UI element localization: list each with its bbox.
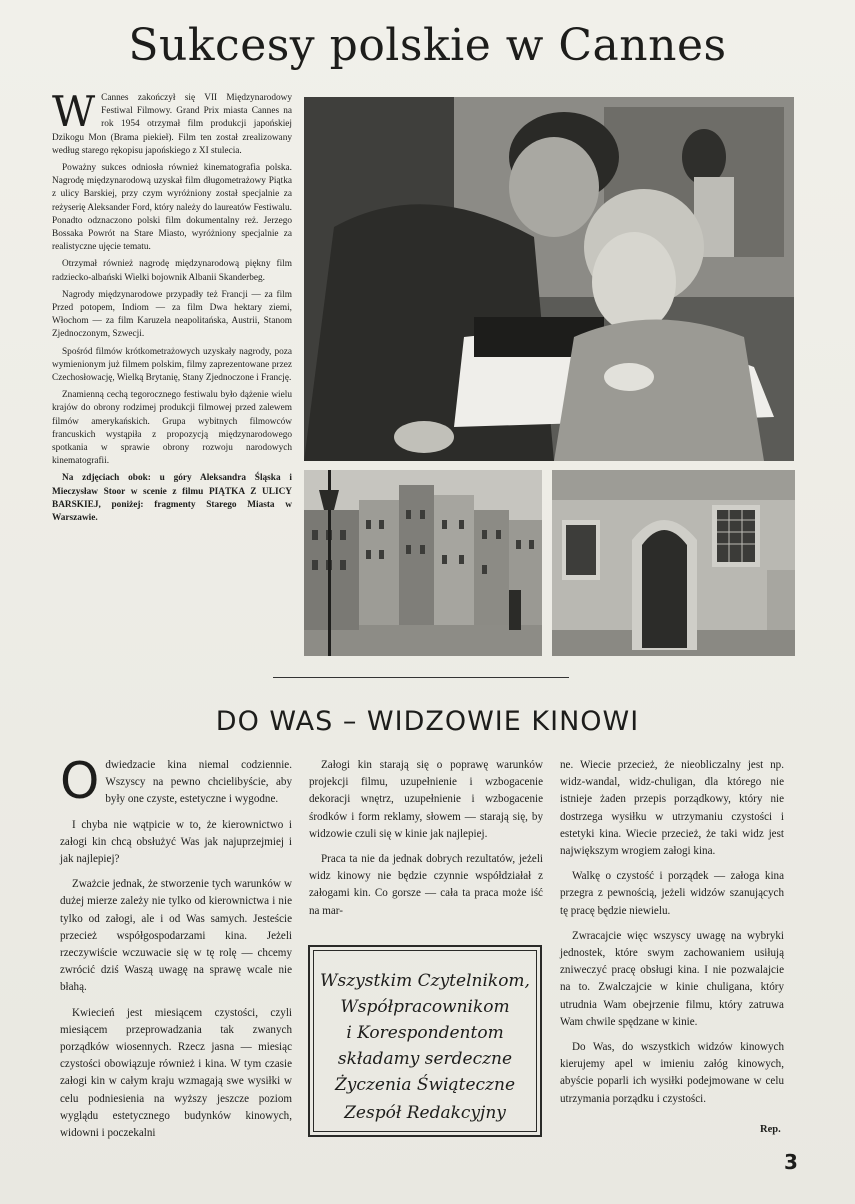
article-paragraph: Kwiecień jest miesiącem czystości, czyli miesiącem przeprowadzania tak zwanych porządków wiosennych. Rzecz jasna — miesiąc czystości obowiązuje również i kina. W tym czasie załogi kin w całym kraju wzmagają swe wysiłki w celu podniesienia na wyższy jeszcze poziom wyglądu estetycznego budynków kinowych, widowni i poczekalni <box>60 1006 292 1140</box>
greeting-line: składamy serdeczne <box>337 1049 513 1069</box>
article-paragraph: W Cannes zakończył się VII Międzynarodowy Festiwal Filmowy. Grand Prix miasta Cannes na rok 1954 otrzymał film produkcji japońskiej Dzikogu Mon (Brama piekieł). Film ten został zrealizowany według starego rękopisu japońskiego z XI stulecia. <box>52 87 292 156</box>
article-paragraph: Załogi kin starają się o poprawę warunków projekcji filmu, uzupełnienie i wzbogacenie dekoracji wnętrz, uzupełnienie i wzbogacenie środków i form reklamy, słowem — starają się, by widzowie czuli się w kinie jak najlepiej. <box>309 759 543 840</box>
greeting-line: i Korespondentom <box>346 1023 504 1043</box>
article-paragraph: Otrzymał również nagrodę międzynarodową piękny film radziecko-albański Wielki bojownik Albanii Skanderbeg. <box>52 259 292 283</box>
article-paragraph: Odwiedzacie kina niemal codziennie. Wszyscy na pewno chcielibyście, aby były one czyste, estetyczne i wygodne. <box>60 752 292 810</box>
article-paragraph: Zważcie jednak, że stworzenie tych warunków w dużej mierze zależy nie tylko od kierownictwa i nie tylko od załogi, ale i od Was samych. Jesteście przecież współgospodarzami kina. Jeżeli rzeczywiście wczuwacie się w tę rolę — chcemy zwrócić dziś Waszą uwagę na sprawę wcale nie błahą. <box>60 878 292 994</box>
holiday-greeting-box <box>308 945 542 1137</box>
article-column <box>309 757 543 928</box>
article-title: Sukcesy polskie w Cannes <box>128 20 727 71</box>
photo-caption: Na zdjęciach obok: u góry Aleksandra Śląska i Mieczysław Stoor w scenie z filmu PIĄTKA Z ULICY BARSKIEJ, poniżej: fragmenty Starego Miasta w Warszawie. <box>52 473 292 524</box>
page-number: 3 <box>784 1150 798 1174</box>
article-column <box>560 757 784 1116</box>
article-column <box>60 752 292 1150</box>
article-paragraph: Walkę o czystość i porządek — załoga kina przegra z pewnością, jeżeli widzów szanujących tę pracę będzie niewielu. <box>560 870 784 917</box>
section-divider <box>273 677 569 678</box>
article-paragraph: Poważny sukces odniosła również kinematografia polska. Nagrodę międzynarodową uzyskał film długometrażowy Piątka z ulicy Barskiej, przy czym wyróżniony został specjalnie za reżyserię Aleksander Ford, który należy do laureatów Festiwalu. Ponadto odznaczono polski film dokumentalny reż. Jerzego Bossaka Powrót na Stare Miasto, wyróżniony specjalnie za realistyczne ujęcie tematu. <box>52 163 292 253</box>
article-paragraph: Spośród filmów krótkometrażowych uzyskały nagrody, poza wymienionym już filmem polskim, filmy zaprezentowane przez Czechosłowację, Wielką Brytanię, Stany Zjednoczone i Francję. <box>52 346 292 384</box>
article-paragraph: Znamienną cechą tegorocznego festiwalu było dążenie wielu krajów do obrony rodzimej produkcji filmowej przed zalewem filmów amerykańskich. Grupa wybitnych filmowców francuskich wystąpiła z propozycją międzynarodowego spotkania w sprawie obrony rozwoju narodowych kinematografii. <box>52 390 292 467</box>
article-paragraph: Zwracajcie więc wszyscy uwagę na wybryki jednostek, które swym zachowaniem usiłują zniweczyć pracę obsługi kina. I nie pozwalajcie na to. Zwalczajcie w kinie chuligana, który utrudnia Wam obejrzenie filmu, który zatruwa Wam chwile spędzane w kinie. <box>560 929 784 1028</box>
film-still-photo <box>304 97 794 461</box>
old-town-street-photo <box>304 470 542 656</box>
greeting-line: Wszystkim Czytelnikom, <box>320 971 530 991</box>
article-paragraph: I chyba nie wątpicie w to, że kierownictwo i załogi kin chcą obsłużyć Was jak najuprzejmiej i jak najlepiej? <box>60 818 292 866</box>
greeting-line: Współpracownikom <box>340 997 510 1017</box>
old-town-doorway-photo <box>552 470 795 656</box>
author-signature: Rep. <box>760 1124 781 1135</box>
greeting-line: Zespół Redakcyjny <box>344 1103 506 1123</box>
article-paragraph: Do Was, do wszystkich widzów kinowych kierujemy apel w imieniu załóg kinowych, abyście poparli ich wysiłki podejmowane w celu utrzymania porządku i czystości. <box>560 1041 784 1105</box>
article-cannes-text <box>52 87 292 529</box>
article-paragraph: Praca ta nie da jednak dobrych rezultatów, jeżeli widz kinowy nie będzie czynnie współdziałał z załogami kin. Co gorsze — cała ta praca może iść na mar- <box>309 853 543 917</box>
article-title: DO WAS – WIDZOWIE KINOWI <box>215 706 640 737</box>
drop-cap: O <box>60 752 100 810</box>
article-paragraph: Nagrody międzynarodowe przypadły też Francji — za film Przed potopem, Indiom — za film Dwa hektary ziemi, Włochom — za film Karuzela neapolitańska, Austrii, Stanom Zjednoczonym, Szwecji. <box>52 289 292 340</box>
greeting-inner-frame <box>313 950 537 1132</box>
article-paragraph: ne. Wiecie przecież, że nieobliczalny jest np. widz-wandal, widz-chuligan, dla którego nie istnieje żaden przepis porządkowy, który nie dostrzega wysiłku w utrzymaniu czystości i estetyki kina. Wiecie przecież, że taki widz jest największym wrogiem załogi kina. <box>560 759 784 858</box>
drop-cap: W <box>52 87 96 136</box>
greeting-line: Życzenia Świąteczne <box>334 1075 516 1095</box>
